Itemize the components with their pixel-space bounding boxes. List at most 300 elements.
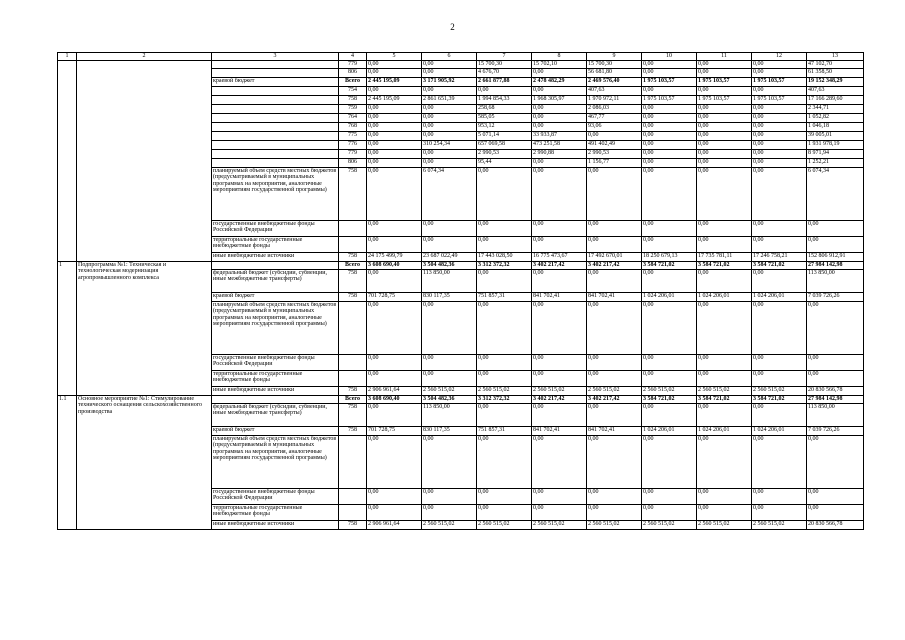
amount-cell: 0,00 [367, 435, 422, 488]
amount-cell: 0,00 [532, 158, 587, 167]
amount-cell: 0,00 [422, 61, 477, 69]
amount-cell: 0,00 [477, 86, 532, 95]
header-cell: 8 [532, 53, 587, 61]
amount-cell: 0,00 [642, 104, 697, 113]
amount-cell: 407,63 [587, 86, 642, 95]
budget-code-cell: 758 [339, 403, 367, 426]
amount-cell: 17 166 289,60 [807, 95, 864, 104]
amount-cell: 0,00 [697, 140, 752, 149]
budget-code-cell: 768 [339, 122, 367, 131]
amount-cell: 0,00 [422, 370, 477, 386]
funding-source-cell [212, 395, 339, 403]
amount-cell: 0,00 [422, 131, 477, 140]
amount-cell: 2 560 515,02 [422, 520, 477, 529]
funding-source-cell [212, 261, 339, 269]
amount-cell: 0,00 [752, 68, 807, 77]
amount-cell: 0,00 [642, 269, 697, 292]
amount-cell: 3 312 372,32 [477, 261, 532, 269]
amount-cell: 0,00 [642, 122, 697, 131]
amount-cell: 0,00 [752, 149, 807, 158]
amount-cell: 0,00 [752, 158, 807, 167]
amount-cell: 0,00 [697, 370, 752, 386]
amount-cell: 0,00 [367, 504, 422, 520]
amount-cell: 0,00 [367, 354, 422, 370]
amount-cell: 0,00 [697, 61, 752, 69]
amount-cell: 20 830 566,78 [807, 386, 864, 395]
amount-cell: 0,00 [697, 86, 752, 95]
amount-cell: 0,00 [422, 113, 477, 122]
amount-cell: 2 469 576,40 [587, 77, 642, 86]
amount-cell: 152 806 912,91 [807, 252, 864, 261]
amount-cell: 0,00 [752, 167, 807, 220]
amount-cell: 1 024 206,01 [697, 426, 752, 435]
amount-cell: 2 560 515,02 [532, 520, 587, 529]
amount-cell: 0,00 [477, 220, 532, 236]
amount-cell: 0,00 [532, 104, 587, 113]
amount-cell: 3 584 721,02 [642, 395, 697, 403]
header-cell: 7 [477, 53, 532, 61]
amount-cell: 0,00 [642, 68, 697, 77]
amount-cell: 0,00 [697, 220, 752, 236]
amount-cell: 1 024 206,01 [642, 292, 697, 301]
amount-cell: 751 857,31 [477, 292, 532, 301]
amount-cell: 2 661 877,88 [477, 77, 532, 86]
budget-code-cell [339, 220, 367, 236]
amount-cell: 0,00 [532, 68, 587, 77]
amount-cell: 0,00 [697, 301, 752, 354]
amount-cell: 2 990,53 [587, 149, 642, 158]
amount-cell: 3 584 721,02 [642, 261, 697, 269]
funding-source-cell [212, 140, 339, 149]
funding-source-cell [212, 68, 339, 77]
amount-cell: 2 560 515,02 [477, 520, 532, 529]
amount-cell: 0,00 [697, 488, 752, 504]
funding-source-cell: иные внебюджетные источники [212, 386, 339, 395]
amount-cell: 113 850,00 [807, 269, 864, 292]
budget-code-cell: Всего [339, 395, 367, 403]
amount-cell: 841 702,41 [532, 426, 587, 435]
budget-code-cell: 806 [339, 158, 367, 167]
amount-cell: 841 702,41 [587, 292, 642, 301]
amount-cell: 310 254,34 [422, 140, 477, 149]
amount-cell: 39 005,01 [807, 131, 864, 140]
amount-cell: 1 024 206,01 [642, 426, 697, 435]
budget-code-cell: 754 [339, 86, 367, 95]
amount-cell: 17 492 670,01 [587, 252, 642, 261]
amount-cell: 0,00 [532, 301, 587, 354]
amount-cell: 113 850,00 [422, 269, 477, 292]
amount-cell: 3 584 721,02 [697, 261, 752, 269]
header-cell: 5 [367, 53, 422, 61]
amount-cell: 27 984 142,98 [807, 261, 864, 269]
amount-cell: 2 560 515,02 [697, 386, 752, 395]
amount-cell: 0,00 [422, 158, 477, 167]
amount-cell: 0,00 [642, 220, 697, 236]
amount-cell: 0,00 [807, 370, 864, 386]
amount-cell: 0,00 [477, 504, 532, 520]
amount-cell: 701 728,75 [367, 292, 422, 301]
amount-cell: 0,00 [477, 435, 532, 488]
amount-cell: 585,05 [477, 113, 532, 122]
funding-source-cell: государственные внебюджетные фонды Российской Федерации [212, 488, 339, 504]
funding-source-cell [212, 86, 339, 95]
funding-source-cell [212, 158, 339, 167]
amount-cell: 0,00 [367, 488, 422, 504]
amount-cell: 0,00 [807, 220, 864, 236]
amount-cell: 2 906 961,64 [367, 520, 422, 529]
amount-cell: 1 975 103,57 [752, 95, 807, 104]
amount-cell: 0,00 [752, 86, 807, 95]
amount-cell: 1 931 978,19 [807, 140, 864, 149]
amount-cell: 0,00 [367, 140, 422, 149]
budget-code-cell: 779 [339, 61, 367, 69]
amount-cell: 0,00 [697, 269, 752, 292]
amount-cell: 0,00 [807, 301, 864, 354]
amount-cell: 2 990,88 [532, 149, 587, 158]
funding-source-cell [212, 61, 339, 69]
budget-code-cell: 758 [339, 386, 367, 395]
amount-cell: 0,00 [422, 354, 477, 370]
funding-source-cell: федеральный бюджет (субсидии, субвенции, иные межбюджетные трансферты) [212, 269, 339, 292]
funding-source-cell: федеральный бюджет (субсидии, субвенции, иные межбюджетные трансферты) [212, 403, 339, 426]
amount-cell: 15 700,30 [477, 61, 532, 69]
amount-cell: 16 775 473,67 [532, 252, 587, 261]
amount-cell: 1 975 103,57 [697, 77, 752, 86]
amount-cell: 0,00 [587, 220, 642, 236]
amount-cell: 7 039 726,26 [807, 292, 864, 301]
header-row [58, 53, 864, 61]
amount-cell: 0,00 [752, 370, 807, 386]
amount-cell: 3 608 690,40 [367, 261, 422, 269]
amount-cell: 0,00 [587, 236, 642, 252]
amount-cell: 0,00 [697, 236, 752, 252]
amount-cell: 0,00 [477, 269, 532, 292]
amount-cell: 0,00 [532, 86, 587, 95]
amount-cell: 0,00 [532, 488, 587, 504]
funding-source-cell: краевой бюджет [212, 77, 339, 86]
program-name-cell [77, 61, 212, 262]
amount-cell: 4 676,70 [477, 68, 532, 77]
budget-code-cell: 806 [339, 68, 367, 77]
amount-cell: 0,00 [587, 269, 642, 292]
amount-cell: 0,00 [422, 504, 477, 520]
amount-cell: 473 251,58 [532, 140, 587, 149]
amount-cell: 17 443 028,50 [477, 252, 532, 261]
amount-cell: 701 728,75 [367, 426, 422, 435]
amount-cell: 0,00 [587, 504, 642, 520]
amount-cell: 2 445 195,09 [367, 95, 422, 104]
amount-cell: 0,00 [807, 236, 864, 252]
amount-cell: 113 850,00 [422, 403, 477, 426]
amount-cell: 0,00 [587, 354, 642, 370]
funding-source-cell: государственные внебюджетные фонды Российской Федерации [212, 354, 339, 370]
header-cell: 13 [807, 53, 864, 61]
row-number-cell [58, 61, 77, 262]
amount-cell: 0,00 [367, 220, 422, 236]
page-number: 2 [450, 22, 455, 32]
amount-cell: 0,00 [752, 488, 807, 504]
amount-cell: 1 968 305,97 [532, 95, 587, 104]
amount-cell: 0,00 [367, 167, 422, 220]
amount-cell: 0,00 [587, 488, 642, 504]
amount-cell: 2 086,03 [587, 104, 642, 113]
amount-cell: 3 608 690,40 [367, 395, 422, 403]
budget-code-cell: 779 [339, 149, 367, 158]
row-number-cell: 1.1 [58, 395, 77, 529]
amount-cell: 0,00 [752, 220, 807, 236]
header-cell: 11 [697, 53, 752, 61]
amount-cell: 1 252,21 [807, 158, 864, 167]
amount-cell: 0,00 [367, 61, 422, 69]
amount-cell: 1 975 103,57 [642, 95, 697, 104]
funding-source-cell: краевой бюджет [212, 292, 339, 301]
budget-code-cell: 758 [339, 95, 367, 104]
amount-cell: 0,00 [422, 220, 477, 236]
amount-cell: 657 069,58 [477, 140, 532, 149]
amount-cell: 0,00 [367, 122, 422, 131]
amount-cell: 0,00 [642, 158, 697, 167]
amount-cell: 841 702,41 [587, 426, 642, 435]
amount-cell: 0,00 [697, 122, 752, 131]
amount-cell: 0,00 [422, 86, 477, 95]
header-cell: 6 [422, 53, 477, 61]
amount-cell: 1 994 854,33 [477, 95, 532, 104]
amount-cell: 2 560 515,02 [752, 386, 807, 395]
funding-source-cell [212, 131, 339, 140]
amount-cell: 0,00 [422, 488, 477, 504]
amount-cell: 17 735 781,11 [697, 252, 752, 261]
amount-cell: 2 560 515,02 [587, 520, 642, 529]
amount-cell: 2 990,53 [477, 149, 532, 158]
budget-code-cell: 758 [339, 426, 367, 435]
budget-code-cell: 759 [339, 104, 367, 113]
header-cell: 1 [58, 53, 77, 61]
amount-cell: 0,00 [367, 269, 422, 292]
amount-cell: 0,00 [587, 370, 642, 386]
amount-cell: 18 250 679,13 [642, 252, 697, 261]
amount-cell: 56 681,80 [587, 68, 642, 77]
funding-source-cell: государственные внебюджетные фонды Российской Федерации [212, 220, 339, 236]
amount-cell: 0,00 [752, 131, 807, 140]
amount-cell: 1 975 103,57 [642, 77, 697, 86]
amount-cell: 2 344,71 [807, 104, 864, 113]
amount-cell: 0,00 [532, 236, 587, 252]
amount-cell: 0,00 [367, 301, 422, 354]
amount-cell: 491 402,49 [587, 140, 642, 149]
amount-cell: 3 402 217,42 [532, 395, 587, 403]
amount-cell: 61 358,50 [807, 68, 864, 77]
amount-cell: 1 024 206,01 [752, 292, 807, 301]
amount-cell: 3 312 372,32 [477, 395, 532, 403]
amount-cell: 841 702,41 [532, 292, 587, 301]
amount-cell: 93,06 [587, 122, 642, 131]
amount-cell: 0,00 [697, 113, 752, 122]
table-row [58, 395, 864, 403]
amount-cell: 0,00 [752, 104, 807, 113]
amount-cell: 0,00 [642, 236, 697, 252]
budget-code-cell: 775 [339, 131, 367, 140]
amount-cell: 0,00 [532, 370, 587, 386]
amount-cell: 0,00 [587, 435, 642, 488]
amount-cell: 1 975 103,57 [697, 95, 752, 104]
amount-cell: 3 504 482,36 [422, 261, 477, 269]
amount-cell: 1 046,18 [807, 122, 864, 131]
amount-cell: 0,00 [532, 220, 587, 236]
amount-cell: 2 560 515,02 [642, 520, 697, 529]
funding-source-cell: планируемый объем средств местных бюджетов (предусматриваемый в муниципальных программах на мероприятия, аналогичные мероприятиям государственной программы) [212, 301, 339, 354]
amount-cell: 0,00 [752, 435, 807, 488]
amount-cell: 0,00 [587, 167, 642, 220]
amount-cell: 3 402 217,42 [587, 261, 642, 269]
amount-cell: 113 850,00 [807, 403, 864, 426]
amount-cell: 23 687 022,49 [422, 252, 477, 261]
budget-table [57, 52, 864, 530]
header-cell: 4 [339, 53, 367, 61]
amount-cell: 0,00 [697, 354, 752, 370]
amount-cell: 0,00 [642, 403, 697, 426]
amount-cell: 1 156,77 [587, 158, 642, 167]
amount-cell: 0,00 [642, 113, 697, 122]
amount-cell: 0,00 [532, 435, 587, 488]
amount-cell: 0,00 [697, 504, 752, 520]
amount-cell: 0,00 [532, 113, 587, 122]
amount-cell: 2 560 515,02 [752, 520, 807, 529]
amount-cell: 0,00 [422, 122, 477, 131]
amount-cell: 1 975 103,57 [752, 77, 807, 86]
amount-cell: 0,00 [642, 435, 697, 488]
amount-cell: 0,00 [422, 104, 477, 113]
amount-cell: 0,00 [752, 113, 807, 122]
amount-cell: 0,00 [642, 131, 697, 140]
amount-cell: 0,00 [697, 131, 752, 140]
budget-code-cell: 764 [339, 113, 367, 122]
amount-cell: 0,00 [587, 301, 642, 354]
amount-cell: 2 560 515,02 [477, 386, 532, 395]
amount-cell: 27 984 142,98 [807, 395, 864, 403]
table-row [58, 261, 864, 269]
amount-cell: 0,00 [752, 301, 807, 354]
funding-source-cell [212, 122, 339, 131]
amount-cell: 0,00 [532, 403, 587, 426]
amount-cell: 0,00 [477, 403, 532, 426]
amount-cell: 7 039 726,26 [807, 426, 864, 435]
amount-cell: 0,00 [642, 370, 697, 386]
amount-cell: 0,00 [642, 140, 697, 149]
amount-cell: 3 504 482,36 [422, 395, 477, 403]
budget-code-cell [339, 435, 367, 488]
amount-cell: 407,63 [807, 86, 864, 95]
budget-code-cell: 758 [339, 520, 367, 529]
amount-cell: 0,00 [477, 236, 532, 252]
amount-cell: 19 152 348,29 [807, 77, 864, 86]
amount-cell: 33 933,87 [532, 131, 587, 140]
amount-cell: 0,00 [642, 61, 697, 69]
amount-cell: 830 117,35 [422, 292, 477, 301]
amount-cell: 0,00 [367, 236, 422, 252]
header-cell: 9 [587, 53, 642, 61]
budget-code-cell [339, 504, 367, 520]
amount-cell: 0,00 [422, 236, 477, 252]
amount-cell: 0,00 [642, 149, 697, 158]
amount-cell: 0,00 [697, 68, 752, 77]
amount-cell: 0,00 [697, 403, 752, 426]
amount-cell: 3 584 721,02 [752, 395, 807, 403]
table-body [58, 61, 864, 530]
amount-cell: 0,00 [642, 488, 697, 504]
amount-cell: 17 246 758,21 [752, 252, 807, 261]
amount-cell: 830 117,35 [422, 426, 477, 435]
amount-cell: 0,00 [367, 403, 422, 426]
amount-cell: 0,00 [642, 86, 697, 95]
amount-cell: 15 700,30 [587, 61, 642, 69]
budget-code-cell: Всего [339, 261, 367, 269]
amount-cell: 0,00 [367, 158, 422, 167]
budget-code-cell: 758 [339, 269, 367, 292]
amount-cell: 2 560 515,02 [587, 386, 642, 395]
amount-cell: 0,00 [807, 504, 864, 520]
amount-cell: 0,00 [367, 131, 422, 140]
amount-cell: 0,00 [422, 301, 477, 354]
amount-cell: 0,00 [367, 86, 422, 95]
header-cell: 10 [642, 53, 697, 61]
amount-cell: 2 560 515,02 [422, 386, 477, 395]
header-cell: 3 [212, 53, 339, 61]
amount-cell: 0,00 [422, 68, 477, 77]
amount-cell: 0,00 [752, 504, 807, 520]
amount-cell: 258,68 [477, 104, 532, 113]
amount-cell: 0,00 [752, 403, 807, 426]
amount-cell: 0,00 [367, 113, 422, 122]
funding-source-cell: территориальные государственные внебюджетные фонды [212, 370, 339, 386]
amount-cell: 0,00 [642, 354, 697, 370]
amount-cell: 0,00 [532, 122, 587, 131]
amount-cell: 2 861 651,39 [422, 95, 477, 104]
amount-cell: 24 175 499,79 [367, 252, 422, 261]
amount-cell: 95,44 [477, 158, 532, 167]
funding-source-cell [212, 104, 339, 113]
amount-cell: 5 071,14 [477, 131, 532, 140]
budget-code-cell [339, 370, 367, 386]
header-cell: 12 [752, 53, 807, 61]
amount-cell: 0,00 [477, 370, 532, 386]
amount-cell: 0,00 [642, 301, 697, 354]
program-name-cell: Основное мероприятие №1: Стимулирование технического оснащения сельскохозяйственного производства [77, 395, 212, 529]
amount-cell: 0,00 [532, 354, 587, 370]
header-cell: 2 [77, 53, 212, 61]
funding-source-cell: иные внебюджетные источники [212, 520, 339, 529]
amount-cell: 3 584 721,02 [752, 261, 807, 269]
amount-cell: 0,00 [477, 301, 532, 354]
amount-cell: 6 074,34 [807, 167, 864, 220]
amount-cell: 0,00 [752, 354, 807, 370]
amount-cell: 47 102,70 [807, 61, 864, 69]
funding-source-cell: территориальные государственные внебюджетные фонды [212, 236, 339, 252]
budget-code-cell: 758 [339, 292, 367, 301]
amount-cell: 0,00 [477, 167, 532, 220]
amount-cell: 0,00 [367, 68, 422, 77]
amount-cell: 0,00 [752, 61, 807, 69]
amount-cell: 0,00 [752, 269, 807, 292]
amount-cell: 20 830 566,78 [807, 520, 864, 529]
amount-cell: 0,00 [642, 167, 697, 220]
amount-cell: 0,00 [752, 236, 807, 252]
amount-cell: 0,00 [697, 167, 752, 220]
row-number-cell: 1 [58, 261, 77, 395]
program-name-cell: Подпрограмма №1: Техническая и технологическая модернизация агропромышленного комплекса [77, 261, 212, 395]
amount-cell: 0,00 [752, 140, 807, 149]
table-row [58, 61, 864, 69]
budget-code-cell [339, 488, 367, 504]
